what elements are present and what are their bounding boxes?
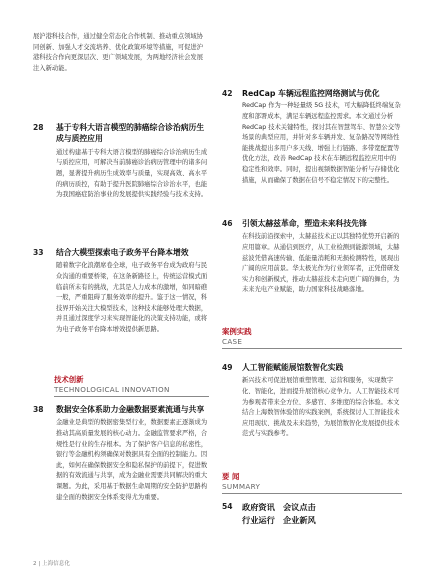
entry-title[interactable]: 政府资讯 会议点击 — [242, 502, 316, 512]
section-title: 案例实践 — [222, 327, 252, 336]
entry-title[interactable]: 数据安全体系助力金融数据要素流通与共享 — [56, 405, 205, 414]
toc-entry-42[interactable] — [222, 88, 402, 186]
section-subtitle: CASE — [222, 337, 243, 346]
toc-entry-46[interactable] — [222, 218, 402, 296]
entry-body: RedCap 作为一种轻量级 5G 技术，可大幅降低终端复杂度和部署成本，满足车辆远程监控需求。本文通过分析 RedCap 技术关键特性，探讨其在智慧驾车、智慧公交等场景的典型应用，并针对多车辆并发、复杂路况等网络性能挑战提出多用户多天线、增强上行链路、多带宽配置等优化方法，改善 RedCap 技术在车辆远程监控应用中的稳定性和效率。同时，提出视频数据智能分析与存储优化措施，从而确保了数据在信号不稳定情况下的完整性。 — [242, 102, 401, 184]
entry-body: 金融业是典型的数据密集型行业，数据要素正逐渐成为推动其高质量发展的核心动力。金融监管要求严格，合规性是行业的生存根本。为了保护客户信息的私密性，银行等金融机构须确保对数据具有全面的控制能力。因此，如何在确保数据安全和隐私保护的前提下，促进数据的有效流通与共享，成为金融业需要共同解决的重大课题。为此，采用基于数据生命周期的安全防护思路构建全面的数据安全体系变得尤为重要。 — [56, 419, 208, 501]
page-number: 38 — [33, 405, 44, 414]
entry-body: 新兴技术可促进展馆重塑管理、运营和服务，实现数字化、智能化，进而提升展馆核心竞争力。人工智能技术可为参观者带来全方位、多感官、多维度的综合体验。本文结合上海数智体验馆的实践案例，系统探讨人工智能技术应用现状、挑战及未来趋势，为展馆数智化发展提供技术范式与实践参考。 — [242, 377, 400, 438]
page-number: 28 — [33, 123, 44, 132]
entry-title[interactable]: 结合大模型探索电子政务平台降本增效 — [56, 248, 189, 257]
entry-title[interactable]: RedCap 车辆远程监控网络测试与优化 — [242, 89, 380, 98]
page-number: 33 — [33, 248, 44, 257]
section-divider — [222, 348, 402, 349]
section-subtitle: SUMMARY — [222, 482, 261, 491]
toc-entry-33[interactable] — [33, 247, 209, 336]
section-subtitle: TECHNOLOGICAL INNOVATION — [54, 385, 170, 394]
page-footer: 2 | 上海信息化 — [33, 561, 70, 567]
section-tech-innovation — [54, 374, 209, 395]
entry-title-line2[interactable]: 行业运行 企业新风 — [242, 514, 316, 525]
entry-body: 通过构建基于专科大语言模型的肺癌综合诊治病历生成与质控应用，可解决当前肺癌诊治病历管理中的诸多问题，显著提升病历生成效率与质量，实现高效、高水平的病历质控，有助于提升医院肺癌综合诊治水平，也能为我国癌症防治事业的发展提供实践经验与技术支持。 — [56, 148, 208, 199]
page-number: 42 — [222, 89, 233, 98]
entry-title[interactable]: 基于专科大语言模型的肺癌综合诊治病历生成与质控应用 — [56, 123, 205, 144]
section-divider — [54, 396, 209, 397]
entry-title[interactable]: 人工智能赋能展馆数智化实践 — [242, 363, 344, 372]
page-number: 49 — [222, 363, 233, 372]
page-number: 46 — [222, 219, 233, 228]
page-number: 54 — [222, 502, 233, 511]
entry-body: 在科技前沿探索中，太赫兹技术正以其独特优势开启新的应用篇章。从通信到医疗，从工业检测到能源领域，太赫兹波凭借高速传输、低能量消耗和无损检测特性，展现出广阔的应用前景。华太极光作为行业领军者，正凭借研发实力和创新模式，推动太赫兹技术走向更广阔的舞台，为未来光电产业赋能，助力国家科技战略落地。 — [242, 233, 400, 294]
intro-paragraph: 展沪港科技合作，通过健全常态化合作机制、推动重点领域协同创新、加强人才交流培养、优化政策环境等措施，可促进沪港科技合作向更深层次、更广领域发展，为两地经济社会发展注入新动能。 — [33, 33, 204, 72]
section-title: 技术创新 — [54, 375, 84, 384]
section-title: 要 闻 — [222, 472, 240, 481]
toc-entry-38[interactable] — [33, 404, 209, 503]
toc-entry-28[interactable] — [33, 122, 209, 201]
entry-body: 随着数字化浪潮席卷全球，电子政务平台成为政府与民众沟通的重要桥梁，在这条新路径上，传统运营模式面临前所未有的挑战，尤其是人力成本的激增，如同暗礁一般，严重阻碍了服务效率的提升。鉴于这一情况，科技界开始关注大模型技术，这种技术能够处理大数据，并且通过深度学习来实现智能化的决策支持功能，或将为电子政务平台降本增效提供新思路。 — [56, 262, 208, 333]
toc-entry-49[interactable] — [222, 362, 402, 440]
section-divider — [222, 493, 402, 494]
entry-title[interactable]: 引领太赫兹革命，塑造未来科技先锋 — [242, 219, 367, 228]
toc-entry-54[interactable] — [222, 501, 402, 526]
section-summary — [222, 471, 402, 492]
section-case — [222, 326, 402, 347]
